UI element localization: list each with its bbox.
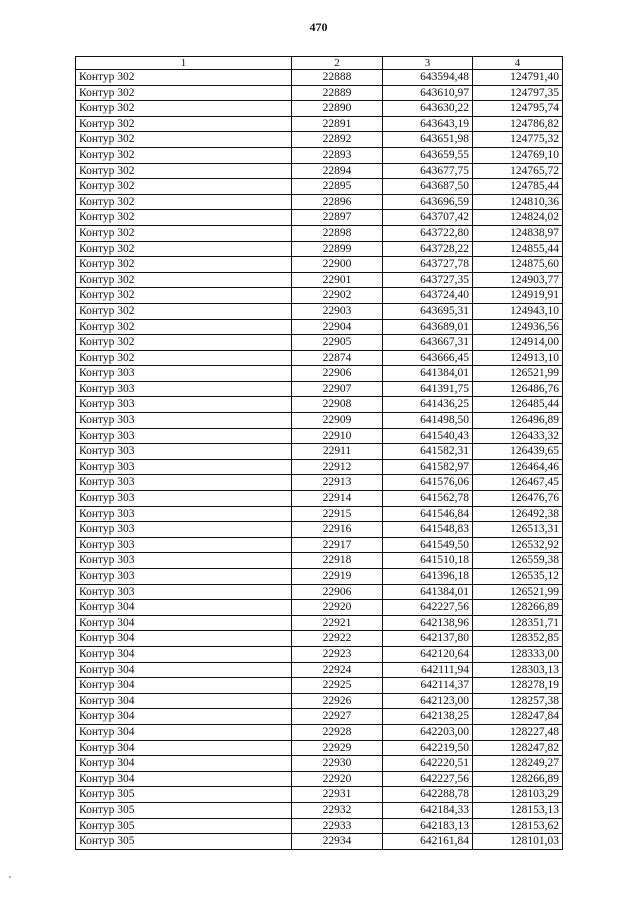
point-number-cell: 22894 <box>292 163 383 179</box>
x-coordinate-cell: 641498,50 <box>383 413 473 429</box>
table-row <box>76 428 563 444</box>
table-row <box>76 662 563 678</box>
y-coordinate-cell: 124913,10 <box>473 350 563 366</box>
y-coordinate-cell: 124903,77 <box>473 272 563 288</box>
y-coordinate-cell: 128266,89 <box>473 600 563 616</box>
column-header-4: 4 <box>473 57 563 70</box>
table-row <box>76 646 563 662</box>
table-body <box>76 70 563 850</box>
contour-name-cell: Контур 303 <box>76 522 292 538</box>
y-coordinate-cell: 126521,99 <box>473 366 563 382</box>
column-header-1: 1 <box>76 57 292 70</box>
point-number-cell: 22928 <box>292 724 383 740</box>
point-number-cell: 22914 <box>292 491 383 507</box>
y-coordinate-cell: 128352,85 <box>473 631 563 647</box>
x-coordinate-cell: 642120,64 <box>383 646 473 662</box>
point-number-cell: 22889 <box>292 85 383 101</box>
point-number-cell: 22900 <box>292 257 383 273</box>
contour-name-cell: Контур 302 <box>76 350 292 366</box>
point-number-cell: 22890 <box>292 101 383 117</box>
y-coordinate-cell: 124838,97 <box>473 225 563 241</box>
contour-name-cell: Контур 303 <box>76 397 292 413</box>
contour-name-cell: Контур 302 <box>76 163 292 179</box>
y-coordinate-cell: 128303,13 <box>473 662 563 678</box>
contour-name-cell: Контур 304 <box>76 646 292 662</box>
table-row <box>76 257 563 273</box>
contour-name-cell: Контур 304 <box>76 600 292 616</box>
y-coordinate-cell: 126476,76 <box>473 491 563 507</box>
table-row <box>76 241 563 257</box>
contour-name-cell: Контур 302 <box>76 241 292 257</box>
contour-name-cell: Контур 302 <box>76 257 292 273</box>
x-coordinate-cell: 643727,35 <box>383 272 473 288</box>
table-row <box>76 600 563 616</box>
x-coordinate-cell: 643651,98 <box>383 132 473 148</box>
contour-name-cell: Контур 304 <box>76 740 292 756</box>
column-header-3: 3 <box>383 57 473 70</box>
y-coordinate-cell: 124797,35 <box>473 85 563 101</box>
table-row <box>76 444 563 460</box>
x-coordinate-cell: 642220,51 <box>383 756 473 772</box>
x-coordinate-cell: 641546,84 <box>383 506 473 522</box>
x-coordinate-cell: 643630,22 <box>383 101 473 117</box>
contour-name-cell: Контур 302 <box>76 210 292 226</box>
contour-name-cell: Контур 303 <box>76 491 292 507</box>
y-coordinate-cell: 124810,36 <box>473 194 563 210</box>
table-row <box>76 693 563 709</box>
table-row <box>76 272 563 288</box>
contour-name-cell: Контур 303 <box>76 506 292 522</box>
x-coordinate-cell: 642138,25 <box>383 709 473 725</box>
point-number-cell: 22927 <box>292 709 383 725</box>
contour-name-cell: Контур 303 <box>76 413 292 429</box>
y-coordinate-cell: 128153,62 <box>473 818 563 834</box>
table-row <box>76 85 563 101</box>
point-number-cell: 22926 <box>292 693 383 709</box>
table-row <box>76 459 563 475</box>
x-coordinate-cell: 642227,56 <box>383 600 473 616</box>
x-coordinate-cell: 641396,18 <box>383 569 473 585</box>
contour-name-cell: Контур 302 <box>76 147 292 163</box>
x-coordinate-cell: 641548,83 <box>383 522 473 538</box>
table-row <box>76 147 563 163</box>
y-coordinate-cell: 124914,00 <box>473 335 563 351</box>
y-coordinate-cell: 126513,31 <box>473 522 563 538</box>
table-row <box>76 818 563 834</box>
table-row <box>76 225 563 241</box>
contour-name-cell: Контур 302 <box>76 272 292 288</box>
contour-name-cell: Контур 305 <box>76 834 292 850</box>
point-number-cell: 22922 <box>292 631 383 647</box>
point-number-cell: 22903 <box>292 303 383 319</box>
contour-name-cell: Контур 304 <box>76 709 292 725</box>
point-number-cell: 22909 <box>292 413 383 429</box>
point-number-cell: 22904 <box>292 319 383 335</box>
column-header-2: 2 <box>292 57 383 70</box>
point-number-cell: 22902 <box>292 288 383 304</box>
y-coordinate-cell: 124765,72 <box>473 163 563 179</box>
y-coordinate-cell: 126521,99 <box>473 584 563 600</box>
x-coordinate-cell: 643727,78 <box>383 257 473 273</box>
x-coordinate-cell: 642161,84 <box>383 834 473 850</box>
table-row <box>76 631 563 647</box>
x-coordinate-cell: 643722,80 <box>383 225 473 241</box>
contour-name-cell: Контур 302 <box>76 335 292 351</box>
table-row <box>76 116 563 132</box>
x-coordinate-cell: 642138,96 <box>383 615 473 631</box>
point-number-cell: 22919 <box>292 569 383 585</box>
table-row <box>76 163 563 179</box>
contour-name-cell: Контур 302 <box>76 319 292 335</box>
y-coordinate-cell: 124824,02 <box>473 210 563 226</box>
table-row <box>76 787 563 803</box>
y-coordinate-cell: 126467,45 <box>473 475 563 491</box>
x-coordinate-cell: 642219,50 <box>383 740 473 756</box>
x-coordinate-cell: 641576,06 <box>383 475 473 491</box>
y-coordinate-cell: 124919,91 <box>473 288 563 304</box>
contour-name-cell: Контур 303 <box>76 444 292 460</box>
x-coordinate-cell: 642288,78 <box>383 787 473 803</box>
point-number-cell: 22921 <box>292 615 383 631</box>
table-row <box>76 802 563 818</box>
table-row <box>76 319 563 335</box>
point-number-cell: 22933 <box>292 818 383 834</box>
point-number-cell: 22929 <box>292 740 383 756</box>
point-number-cell: 22920 <box>292 600 383 616</box>
contour-name-cell: Контур 303 <box>76 537 292 553</box>
x-coordinate-cell: 643666,45 <box>383 350 473 366</box>
contour-name-cell: Контур 302 <box>76 132 292 148</box>
x-coordinate-cell: 641391,75 <box>383 381 473 397</box>
y-coordinate-cell: 128351,71 <box>473 615 563 631</box>
x-coordinate-cell: 643643,19 <box>383 116 473 132</box>
table-row <box>76 132 563 148</box>
y-coordinate-cell: 124791,40 <box>473 70 563 86</box>
contour-name-cell: Контур 302 <box>76 85 292 101</box>
point-number-cell: 22905 <box>292 335 383 351</box>
table-header <box>76 57 563 70</box>
table-row <box>76 288 563 304</box>
x-coordinate-cell: 642227,56 <box>383 771 473 787</box>
coordinates-table <box>75 56 563 850</box>
y-coordinate-cell: 126559,38 <box>473 553 563 569</box>
point-number-cell: 22916 <box>292 522 383 538</box>
y-coordinate-cell: 128249,27 <box>473 756 563 772</box>
x-coordinate-cell: 641540,43 <box>383 428 473 444</box>
table-row <box>76 101 563 117</box>
contour-name-cell: Контур 302 <box>76 179 292 195</box>
y-coordinate-cell: 128103,29 <box>473 787 563 803</box>
table-row <box>76 194 563 210</box>
x-coordinate-cell: 643696,59 <box>383 194 473 210</box>
point-number-cell: 22932 <box>292 802 383 818</box>
header-row <box>76 57 563 70</box>
point-number-cell: 22895 <box>292 179 383 195</box>
contour-name-cell: Контур 304 <box>76 693 292 709</box>
y-coordinate-cell: 128101,03 <box>473 834 563 850</box>
point-number-cell: 22910 <box>292 428 383 444</box>
table-row <box>76 70 563 86</box>
contour-name-cell: Контур 302 <box>76 101 292 117</box>
point-number-cell: 22934 <box>292 834 383 850</box>
y-coordinate-cell: 128278,19 <box>473 678 563 694</box>
contour-name-cell: Контур 302 <box>76 70 292 86</box>
table-row <box>76 537 563 553</box>
contour-name-cell: Контур 303 <box>76 428 292 444</box>
y-coordinate-cell: 124786,82 <box>473 116 563 132</box>
contour-name-cell: Контур 304 <box>76 724 292 740</box>
point-number-cell: 22874 <box>292 350 383 366</box>
x-coordinate-cell: 641562,78 <box>383 491 473 507</box>
contour-name-cell: Контур 304 <box>76 631 292 647</box>
point-number-cell: 22913 <box>292 475 383 491</box>
table-row <box>76 350 563 366</box>
y-coordinate-cell: 124775,32 <box>473 132 563 148</box>
contour-name-cell: Контур 304 <box>76 756 292 772</box>
point-number-cell: 22901 <box>292 272 383 288</box>
x-coordinate-cell: 643695,31 <box>383 303 473 319</box>
contour-name-cell: Контур 304 <box>76 615 292 631</box>
y-coordinate-cell: 126486,76 <box>473 381 563 397</box>
point-number-cell: 22920 <box>292 771 383 787</box>
contour-name-cell: Контур 302 <box>76 288 292 304</box>
table-row <box>76 210 563 226</box>
point-number-cell: 22908 <box>292 397 383 413</box>
x-coordinate-cell: 643667,31 <box>383 335 473 351</box>
x-coordinate-cell: 642111,94 <box>383 662 473 678</box>
y-coordinate-cell: 126492,38 <box>473 506 563 522</box>
contour-name-cell: Контур 303 <box>76 381 292 397</box>
point-number-cell: 22896 <box>292 194 383 210</box>
point-number-cell: 22907 <box>292 381 383 397</box>
scan-speck <box>9 876 11 878</box>
table-row <box>76 506 563 522</box>
x-coordinate-cell: 642114,37 <box>383 678 473 694</box>
x-coordinate-cell: 641384,01 <box>383 366 473 382</box>
point-number-cell: 22906 <box>292 366 383 382</box>
y-coordinate-cell: 126485,44 <box>473 397 563 413</box>
x-coordinate-cell: 643724,40 <box>383 288 473 304</box>
point-number-cell: 22897 <box>292 210 383 226</box>
x-coordinate-cell: 641549,50 <box>383 537 473 553</box>
y-coordinate-cell: 126433,32 <box>473 428 563 444</box>
y-coordinate-cell: 126464,46 <box>473 459 563 475</box>
y-coordinate-cell: 124785,44 <box>473 179 563 195</box>
y-coordinate-cell: 124769,10 <box>473 147 563 163</box>
y-coordinate-cell: 128333,00 <box>473 646 563 662</box>
x-coordinate-cell: 641510,18 <box>383 553 473 569</box>
contour-name-cell: Контур 305 <box>76 818 292 834</box>
table-row <box>76 709 563 725</box>
table-row <box>76 553 563 569</box>
y-coordinate-cell: 128153,13 <box>473 802 563 818</box>
point-number-cell: 22893 <box>292 147 383 163</box>
x-coordinate-cell: 642123,00 <box>383 693 473 709</box>
point-number-cell: 22925 <box>292 678 383 694</box>
contour-name-cell: Контур 305 <box>76 802 292 818</box>
table-row <box>76 366 563 382</box>
table-row <box>76 569 563 585</box>
y-coordinate-cell: 128227,48 <box>473 724 563 740</box>
point-number-cell: 22912 <box>292 459 383 475</box>
table-row <box>76 678 563 694</box>
contour-name-cell: Контур 304 <box>76 678 292 694</box>
contour-name-cell: Контур 303 <box>76 475 292 491</box>
x-coordinate-cell: 642203,00 <box>383 724 473 740</box>
point-number-cell: 22924 <box>292 662 383 678</box>
x-coordinate-cell: 643610,97 <box>383 85 473 101</box>
x-coordinate-cell: 641582,31 <box>383 444 473 460</box>
table-row <box>76 179 563 195</box>
point-number-cell: 22899 <box>292 241 383 257</box>
point-number-cell: 22892 <box>292 132 383 148</box>
x-coordinate-cell: 642184,33 <box>383 802 473 818</box>
table-row <box>76 381 563 397</box>
table-row <box>76 397 563 413</box>
x-coordinate-cell: 643689,01 <box>383 319 473 335</box>
y-coordinate-cell: 124795,74 <box>473 101 563 117</box>
table-row <box>76 771 563 787</box>
point-number-cell: 22898 <box>292 225 383 241</box>
table-row <box>76 491 563 507</box>
point-number-cell: 22931 <box>292 787 383 803</box>
contour-name-cell: Контур 304 <box>76 662 292 678</box>
point-number-cell: 22888 <box>292 70 383 86</box>
table-row <box>76 303 563 319</box>
y-coordinate-cell: 124936,56 <box>473 319 563 335</box>
contour-name-cell: Контур 304 <box>76 771 292 787</box>
x-coordinate-cell: 643659,55 <box>383 147 473 163</box>
table-row <box>76 584 563 600</box>
table-row <box>76 335 563 351</box>
y-coordinate-cell: 126532,92 <box>473 537 563 553</box>
x-coordinate-cell: 641384,01 <box>383 584 473 600</box>
table-row <box>76 475 563 491</box>
x-coordinate-cell: 641582,97 <box>383 459 473 475</box>
point-number-cell: 22906 <box>292 584 383 600</box>
point-number-cell: 22891 <box>292 116 383 132</box>
contour-name-cell: Контур 302 <box>76 225 292 241</box>
contour-name-cell: Контур 302 <box>76 194 292 210</box>
y-coordinate-cell: 128247,82 <box>473 740 563 756</box>
x-coordinate-cell: 643687,50 <box>383 179 473 195</box>
contour-name-cell: Контур 303 <box>76 459 292 475</box>
contour-name-cell: Контур 302 <box>76 303 292 319</box>
point-number-cell: 22923 <box>292 646 383 662</box>
contour-name-cell: Контур 302 <box>76 116 292 132</box>
y-coordinate-cell: 124855,44 <box>473 241 563 257</box>
y-coordinate-cell: 128257,38 <box>473 693 563 709</box>
x-coordinate-cell: 643677,75 <box>383 163 473 179</box>
x-coordinate-cell: 642183,13 <box>383 818 473 834</box>
y-coordinate-cell: 128266,89 <box>473 771 563 787</box>
x-coordinate-cell: 643728,22 <box>383 241 473 257</box>
table-row <box>76 615 563 631</box>
point-number-cell: 22930 <box>292 756 383 772</box>
x-coordinate-cell: 641436,25 <box>383 397 473 413</box>
contour-name-cell: Контур 303 <box>76 553 292 569</box>
contour-name-cell: Контур 305 <box>76 787 292 803</box>
x-coordinate-cell: 643594,48 <box>383 70 473 86</box>
point-number-cell: 22911 <box>292 444 383 460</box>
table-row <box>76 724 563 740</box>
page-number: 470 <box>309 20 328 34</box>
y-coordinate-cell: 124943,10 <box>473 303 563 319</box>
table-row <box>76 834 563 850</box>
point-number-cell: 22917 <box>292 537 383 553</box>
table-row <box>76 413 563 429</box>
contour-name-cell: Контур 303 <box>76 366 292 382</box>
point-number-cell: 22915 <box>292 506 383 522</box>
contour-name-cell: Контур 303 <box>76 584 292 600</box>
x-coordinate-cell: 643707,42 <box>383 210 473 226</box>
table-row <box>76 522 563 538</box>
y-coordinate-cell: 126439,65 <box>473 444 563 460</box>
table-row <box>76 756 563 772</box>
y-coordinate-cell: 124875,60 <box>473 257 563 273</box>
table-row <box>76 740 563 756</box>
point-number-cell: 22918 <box>292 553 383 569</box>
y-coordinate-cell: 126496,89 <box>473 413 563 429</box>
y-coordinate-cell: 126535,12 <box>473 569 563 585</box>
x-coordinate-cell: 642137,80 <box>383 631 473 647</box>
contour-name-cell: Контур 303 <box>76 569 292 585</box>
y-coordinate-cell: 128247,84 <box>473 709 563 725</box>
